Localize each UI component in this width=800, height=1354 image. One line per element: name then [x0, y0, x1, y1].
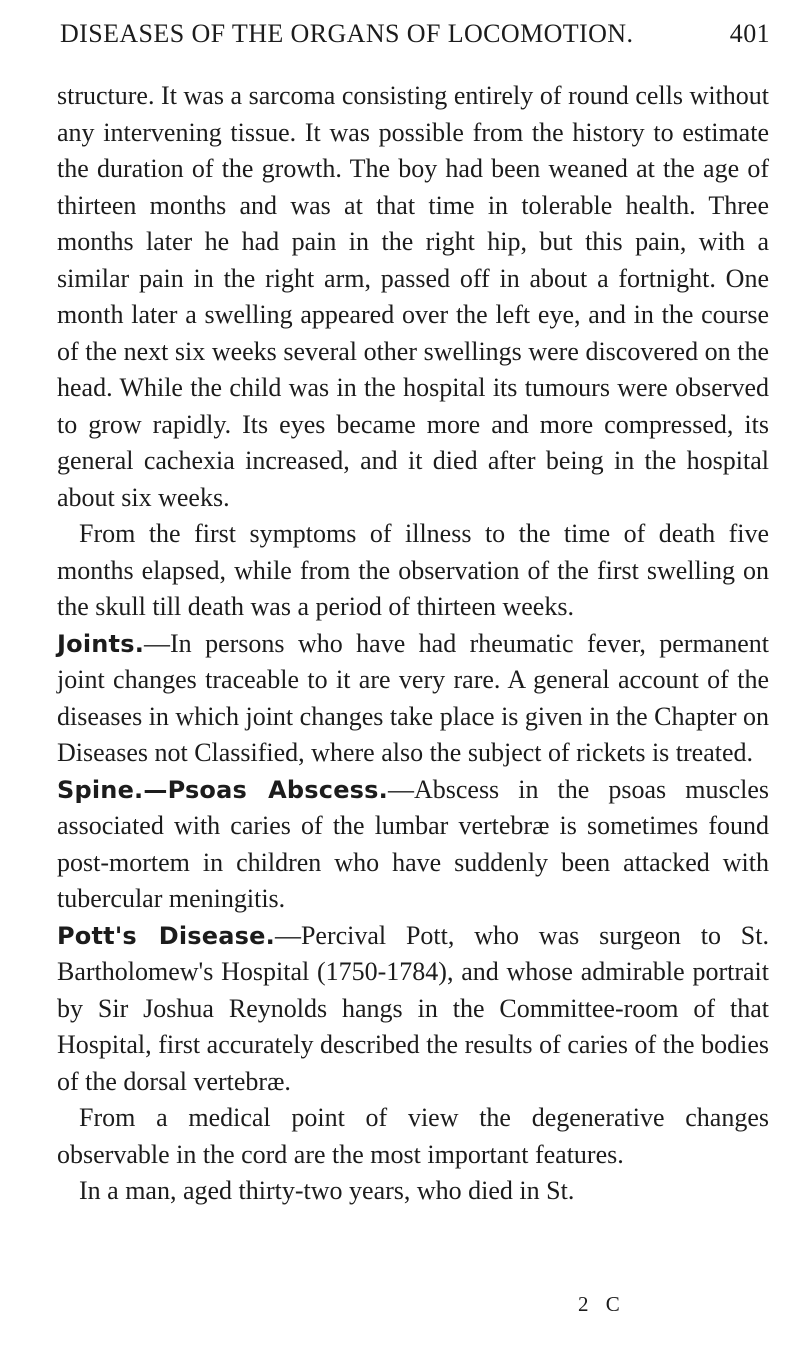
paragraph-spine	[57, 772, 769, 918]
paragraph-spine-text: —Abscess in the psoas muscles associated with caries of the lumbar vertebræ is sometimes found post-mortem in children who have suddenly been attacked with tubercular meningitis.	[57, 774, 769, 913]
section-heading-psoas-abscess: —Psoas Abscess.	[143, 775, 388, 804]
body-text	[57, 78, 769, 1210]
section-heading-joints: Joints.	[57, 629, 145, 658]
running-head	[60, 14, 770, 54]
paragraph-potts-disease-text: —Percival Pott, who was surgeon to St. Bartholomew's Hospital (1750-1784), and whose admirable portrait by Sir Joshua Reynolds hangs in the Committee-room of that Hospital, first accurately described the results of caries of the bodies of the dorsal vertebræ.	[57, 920, 769, 1096]
paragraph-case: In a man, aged thirty-two years, who died in St.	[79, 1176, 575, 1205]
paragraph-joints	[57, 626, 769, 772]
paragraph-duration: From the first symptoms of illness to the time of death five months elapsed, while from the observation of the first swelling on the skull till death was a period of thirteen weeks.	[57, 519, 769, 621]
paragraph-potts-disease	[57, 918, 769, 1101]
paragraph-joints-text: —In persons who have had rheumatic fever, permanent joint changes traceable to it are very rare. A general account of the diseases in which joint changes take place is given in the Chapter on Diseases not Classified, where also the subject of rickets is treated.	[57, 628, 769, 767]
signature-mark: 2 C	[578, 1292, 626, 1316]
page-number: 401	[729, 19, 770, 48]
paragraph-continuation: structure. It was a sarcoma consisting entirely of round cells without any intervening tissue. It was possible from the history to estimate the duration of the growth. The boy had been weaned at the age of thirteen months and was at that time in tolerable health. Three months later he had pain in the right hip, but this pain, with a similar pain in the right arm, passed off in about a fortnight. One month later a swelling appeared over the left eye, and in the course of the next six weeks several other swellings were discovered on the head. While the child was in the hospital its tumours were observed to grow rapidly. Its eyes became more and more compressed, its general cachexia increased, and it died after being in the hospital about six weeks.	[57, 81, 769, 512]
section-heading-potts-disease: Pott's Disease.	[57, 921, 275, 950]
running-head-title: DISEASES OF THE ORGANS OF LOCOMOTION.	[60, 19, 634, 48]
paragraph-medical-view: From a medical point of view the degenerative changes observable in the cord are the most important features.	[57, 1103, 769, 1169]
section-heading-spine: Spine.	[57, 775, 144, 804]
